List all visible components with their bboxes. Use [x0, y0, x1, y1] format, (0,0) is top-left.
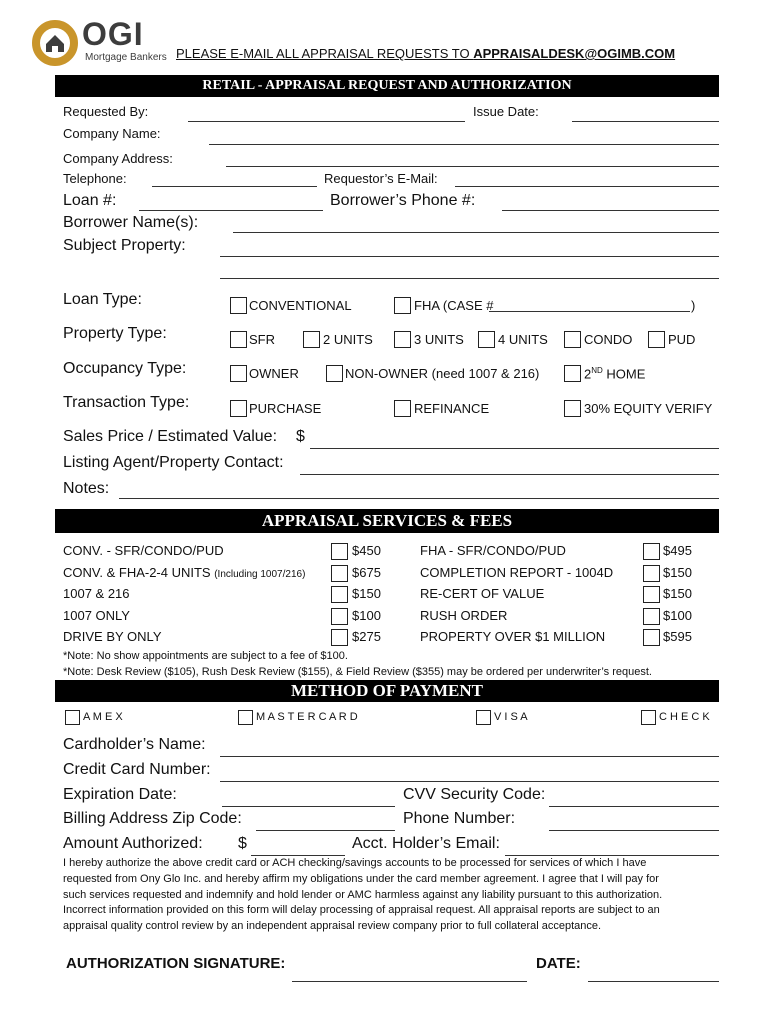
service-label-text: CONV. - SFR/CONDO/PUD	[63, 543, 224, 558]
email-note-text: PLEASE E-MAIL ALL APPRAISAL REQUESTS TO	[176, 46, 474, 61]
cvv-line[interactable]	[549, 806, 719, 807]
loan-number-line[interactable]	[139, 210, 323, 211]
purchase-checkbox[interactable]	[230, 400, 247, 417]
amex-label: A M E X	[83, 711, 123, 723]
transaction-type-label: Transaction Type:	[63, 394, 190, 411]
service-label	[63, 608, 130, 623]
listing-agent-label: Listing Agent/Property Contact:	[63, 454, 284, 471]
logo-mark-icon	[30, 18, 80, 68]
expiration-label: Expiration Date:	[63, 786, 177, 803]
payment-section-title-text: METHOD OF PAYMENT	[290, 681, 484, 700]
sfr-label: SFR	[249, 332, 275, 347]
service-fee: $450	[352, 543, 381, 558]
units2-label: 2 UNITS	[323, 332, 373, 347]
conventional-checkbox[interactable]	[230, 297, 247, 314]
second-home-number: 2	[584, 366, 592, 382]
non-owner-label: NON-OWNER (need 1007 & 216)	[345, 366, 540, 381]
occupancy-type-label: Occupancy Type:	[63, 360, 187, 377]
logo-text: OGI	[82, 16, 144, 52]
card-number-line[interactable]	[220, 781, 719, 782]
units2-checkbox[interactable]	[303, 331, 320, 348]
disclaimer-line: such services requested and indemnify and hold lender or AMC harmless against any liability pursuant to this authorization.	[63, 888, 663, 901]
service-checkbox[interactable]	[331, 565, 348, 582]
amount-dollar: $	[238, 835, 247, 852]
second-home-text: HOME	[606, 366, 646, 382]
signature-line[interactable]	[292, 981, 527, 982]
authorization-disclaimer	[63, 856, 662, 935]
service-label-note: (Including 1007/216)	[214, 568, 306, 580]
disclaimer-line: requested from Ony Glo Inc. and hereby affirm my obligations under the card member agreement. I agree that I will pay for	[63, 872, 659, 885]
cvv-label: CVV Security Code:	[403, 786, 546, 803]
pud-checkbox[interactable]	[648, 331, 665, 348]
service-label-text: CONV. & FHA-2-4 UNITS	[63, 564, 215, 580]
sfr-checkbox[interactable]	[230, 331, 247, 348]
requested-by-line[interactable]	[188, 121, 465, 122]
service-checkbox[interactable]	[643, 586, 660, 603]
borrower-names-line[interactable]	[233, 232, 719, 233]
cardholder-label: Cardholder’s Name:	[63, 736, 206, 753]
service-label-text: 1007 ONLY	[63, 607, 130, 623]
equity-verify-checkbox[interactable]	[564, 400, 581, 417]
subject-property-line-2[interactable]	[220, 278, 719, 279]
service-label	[63, 629, 162, 644]
borrower-phone-line[interactable]	[502, 210, 719, 211]
subject-property-label: Subject Property:	[63, 237, 186, 254]
request-section-title-text: RETAIL - APPRAISAL REQUEST AND AUTHORIZATION	[202, 78, 572, 93]
requestor-email-line[interactable]	[455, 186, 719, 187]
service-checkbox[interactable]	[643, 543, 660, 560]
services-section-title	[55, 509, 719, 533]
condo-label: CONDO	[584, 332, 633, 347]
sales-price-label: Sales Price / Estimated Value:	[63, 428, 278, 445]
sales-price-dollar: $	[296, 428, 305, 445]
service-checkbox[interactable]	[331, 629, 348, 646]
listing-agent-line[interactable]	[300, 474, 719, 475]
service-label	[63, 565, 305, 580]
logo	[30, 18, 165, 70]
subject-property-line-1[interactable]	[220, 256, 719, 257]
conventional-label: CONVENTIONAL	[249, 298, 352, 313]
service-checkbox[interactable]	[331, 586, 348, 603]
owner-label: OWNER	[249, 366, 299, 381]
email-address[interactable]: APPRAISALDESK@OGIMB.COM	[473, 46, 676, 61]
second-home-sup: ND	[591, 366, 603, 375]
service-fee: $150	[352, 586, 381, 601]
zip-label: Billing Address Zip Code:	[63, 810, 242, 827]
service-fee: $275	[352, 629, 381, 644]
phone-label: Phone Number:	[403, 810, 516, 827]
service-label-text: 1007 & 216	[63, 586, 130, 601]
service-label-text: DRIVE BY ONLY	[63, 629, 162, 644]
borrower-names-label: Borrower Name(s):	[63, 214, 199, 231]
refinance-checkbox[interactable]	[394, 400, 411, 417]
service-checkbox[interactable]	[643, 629, 660, 646]
visa-checkbox[interactable]	[476, 710, 491, 725]
expiration-line[interactable]	[222, 806, 395, 807]
date-line[interactable]	[588, 981, 719, 982]
phone-line[interactable]	[549, 830, 719, 831]
disclaimer-line: I hereby authorize the above credit card or ACH checking/savings accounts to be processed for services of which I have	[63, 857, 647, 869]
cardholder-line[interactable]	[220, 756, 719, 757]
service-checkbox[interactable]	[331, 608, 348, 625]
service-checkbox[interactable]	[643, 608, 660, 625]
signature-label: AUTHORIZATION SIGNATURE:	[66, 955, 286, 972]
notes-line[interactable]	[119, 498, 719, 499]
second-home-label	[584, 366, 645, 381]
telephone-label: Telephone:	[63, 171, 127, 186]
service-label: FHA - SFR/CONDO/PUD	[420, 543, 566, 558]
service-label	[63, 543, 224, 558]
service-fee: $100	[352, 607, 381, 623]
service-label: PROPERTY OVER $1 MILLION	[420, 629, 606, 644]
service-fee: $100	[663, 607, 692, 623]
services-note-2: *Note: Desk Review ($105), Rush Desk Review ($155), & Field Review ($355) may be ordered per underwriter’s request.	[63, 666, 652, 678]
borrower-phone-label: Borrower’s Phone #:	[330, 192, 476, 209]
issue-date-label: Issue Date:	[473, 104, 539, 119]
card-number-label: Credit Card Number:	[63, 761, 211, 778]
property-type-label: Property Type:	[63, 325, 167, 342]
units4-label: 4 UNITS	[498, 332, 548, 347]
purchase-label: PURCHASE	[249, 401, 322, 416]
equity-verify-label: 30% EQUITY VERIFY	[584, 401, 713, 416]
services-note-1: *Note: No show appointments are subject to a fee of $100.	[63, 650, 348, 662]
sales-price-line[interactable]	[310, 448, 719, 449]
fha-case-line[interactable]	[489, 311, 690, 312]
mastercard-label: M A S T E R C A R D	[256, 711, 358, 723]
check-label: C H E C K	[659, 711, 710, 723]
disclaimer-line: appraisal quality control review by an independent appraisal review company prior to full collateral acceptance.	[63, 920, 602, 933]
acct-email-label: Acct. Holder’s Email:	[352, 835, 500, 852]
company-name-label: Company Name:	[63, 126, 161, 141]
date-label: DATE:	[536, 955, 581, 972]
mastercard-checkbox[interactable]	[238, 710, 253, 725]
telephone-line[interactable]	[152, 186, 317, 187]
service-label: RUSH ORDER	[420, 607, 508, 623]
amex-checkbox[interactable]	[65, 710, 80, 725]
loan-type-label: Loan Type:	[63, 291, 142, 308]
non-owner-checkbox[interactable]	[326, 365, 343, 382]
services-section-title-text: APPRAISAL SERVICES & FEES	[261, 511, 513, 530]
condo-checkbox[interactable]	[564, 331, 581, 348]
service-fee: $150	[663, 586, 692, 601]
service-label: RE-CERT OF VALUE	[420, 586, 545, 601]
units3-label: 3 UNITS	[414, 332, 464, 347]
email-note	[176, 46, 675, 61]
units3-checkbox[interactable]	[394, 331, 411, 348]
requested-by-label: Requested By:	[63, 104, 149, 119]
requestor-email-label: Requestor’s E-Mail:	[324, 171, 438, 186]
amount-label: Amount Authorized:	[63, 835, 203, 852]
logo-subtext: Mortgage Bankers	[85, 52, 167, 63]
company-name-line[interactable]	[209, 144, 719, 145]
check-checkbox[interactable]	[641, 710, 656, 725]
service-label	[63, 586, 130, 601]
pud-label: PUD	[668, 332, 696, 347]
issue-date-line[interactable]	[572, 121, 719, 122]
service-label: COMPLETION REPORT - 1004D	[420, 564, 614, 580]
refinance-label: REFINANCE	[414, 401, 490, 416]
visa-label: V I S A	[494, 711, 528, 723]
service-checkbox[interactable]	[643, 565, 660, 582]
fha-case-label: FHA (CASE #	[414, 298, 494, 313]
loan-number-label: Loan #:	[63, 192, 117, 209]
service-fee: $150	[663, 564, 692, 580]
service-checkbox[interactable]	[331, 543, 348, 560]
company-address-line[interactable]	[226, 166, 719, 167]
disclaimer-line: Incorrect information provided on this form will delay processing of appraisal request. All appraisal reports are subject to an	[63, 904, 660, 917]
zip-line[interactable]	[256, 830, 395, 831]
units4-checkbox[interactable]	[478, 331, 495, 348]
second-home-checkbox[interactable]	[564, 365, 581, 382]
service-fee: $495	[663, 543, 692, 558]
fha-case-close: )	[691, 298, 696, 313]
service-fee: $595	[663, 629, 692, 644]
service-fee: $675	[352, 564, 381, 580]
owner-checkbox[interactable]	[230, 365, 247, 382]
payment-section-title	[55, 680, 719, 702]
request-section-title	[55, 75, 719, 97]
company-address-label: Company Address:	[63, 151, 173, 166]
fha-checkbox[interactable]	[394, 297, 411, 314]
notes-label: Notes:	[63, 480, 110, 497]
